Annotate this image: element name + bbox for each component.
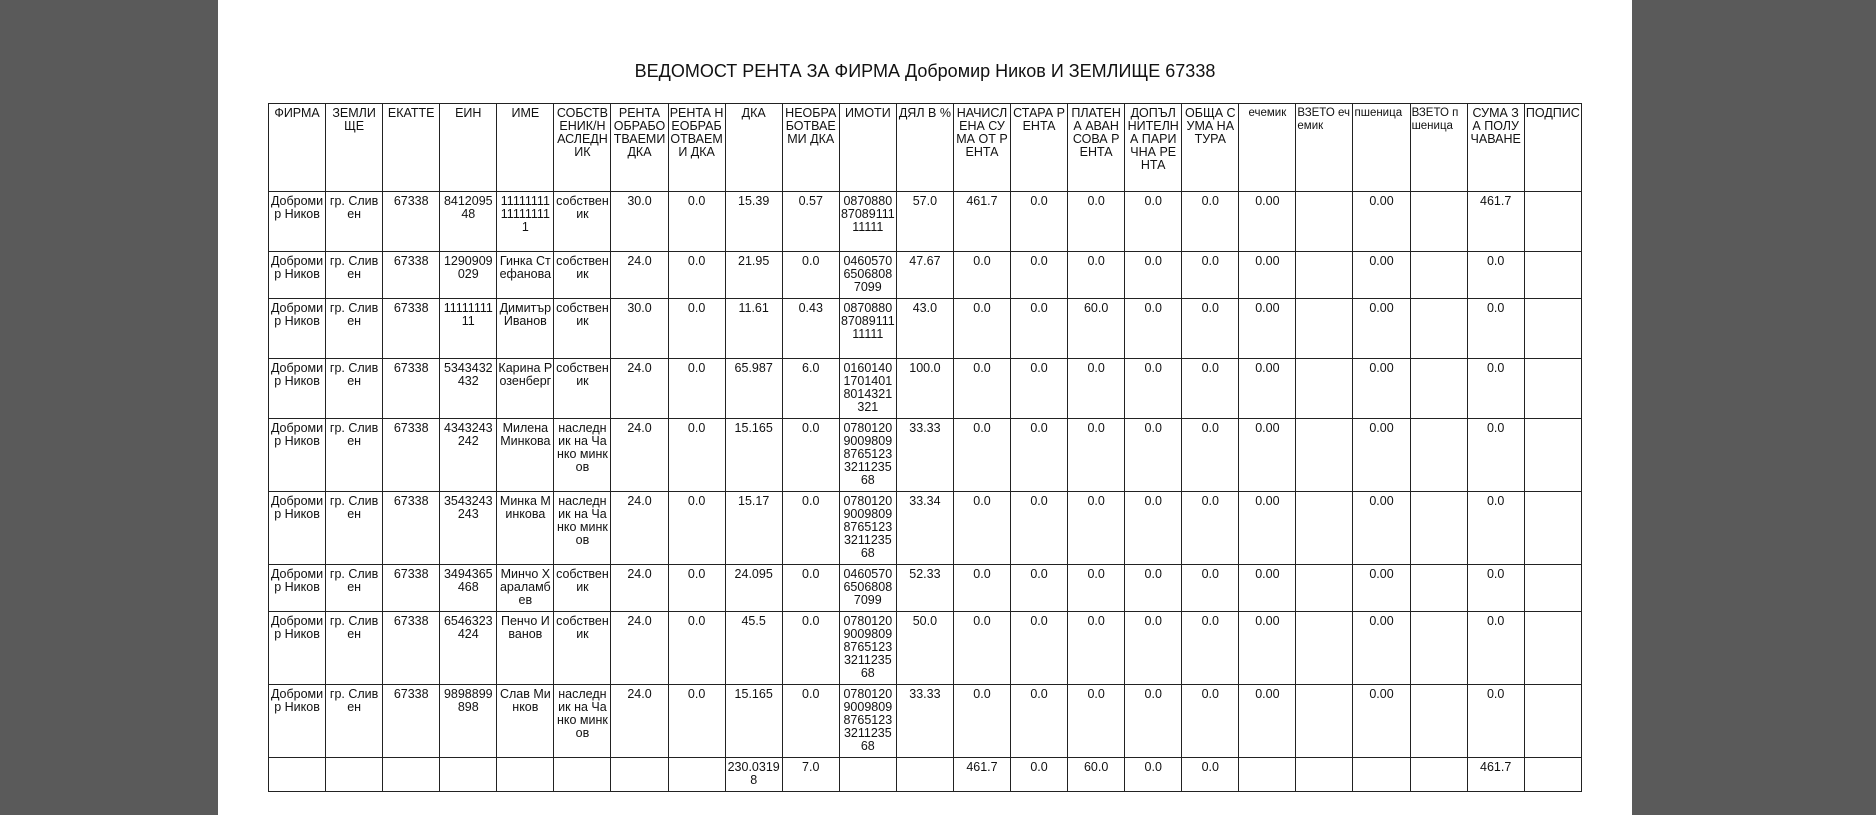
cell-old-rent: 0.0: [1011, 299, 1068, 359]
cell-advance: 0.0: [1068, 565, 1125, 612]
cell-barley-taken: [1296, 252, 1353, 299]
cell-total: 0.0: [1467, 565, 1524, 612]
cell-wheat-taken: [1410, 192, 1467, 252]
cell-name: Пенчо Иванов: [497, 612, 554, 685]
cell-signature: [1524, 192, 1581, 252]
col-header: ПОДПИС: [1524, 104, 1581, 192]
cell-wheat: 0.00: [1353, 492, 1410, 565]
cell-uncult-dka: 0.0: [782, 565, 839, 612]
cell-barley-taken: [1296, 299, 1353, 359]
cell-old-rent: 0.0: [1011, 492, 1068, 565]
cell-advance: 60.0: [1068, 299, 1125, 359]
cell-barley-taken: [1296, 492, 1353, 565]
cell-barley: 0.00: [1239, 565, 1296, 612]
cell-name: Милена Минкова: [497, 419, 554, 492]
cell-firm: Добромир Ников: [269, 252, 326, 299]
col-header: ДОПЪЛНИТЕЛНА ПАРИЧНА РЕНТА: [1125, 104, 1182, 192]
col-header: РЕНТА НЕОБРАБОТВАЕМИ ДКА: [668, 104, 725, 192]
cell-owner: собственик: [554, 252, 611, 299]
cell-rent-uncult: 0.0: [668, 359, 725, 419]
cell-uncult-dka: 0.43: [782, 299, 839, 359]
cell-properties: 08708808708911111111: [839, 192, 896, 252]
cell-signature: [1524, 252, 1581, 299]
cell-properties: 046057065068087099: [839, 565, 896, 612]
cell-firm: Добромир Ников: [269, 359, 326, 419]
cell-signature: [1524, 612, 1581, 685]
cell-total: 0.0: [1467, 685, 1524, 758]
cell-ekatte: 67338: [383, 252, 440, 299]
cell-signature: [1524, 419, 1581, 492]
cell-share: 43.0: [896, 299, 953, 359]
cell-barley: 0.00: [1239, 252, 1296, 299]
cell-old-rent: 0.0: [1011, 359, 1068, 419]
cell-rent-cult: 24.0: [611, 612, 668, 685]
col-header: ИМОТИ: [839, 104, 896, 192]
total-sum: 461.7: [1467, 758, 1524, 792]
col-header: ечемик: [1239, 104, 1296, 192]
col-header: РЕНТА ОБРАБОТВАЕМИ ДКА: [611, 104, 668, 192]
cell-ekatte: 67338: [383, 192, 440, 252]
cell-land: гр. Сливен: [326, 252, 383, 299]
cell-dka: 15.165: [725, 419, 782, 492]
cell-ein: 1290909029: [440, 252, 497, 299]
cell-barley: 0.00: [1239, 492, 1296, 565]
cell-accrued: 461.7: [953, 192, 1010, 252]
cell-land: гр. Сливен: [326, 359, 383, 419]
cell-ein: 9898899898: [440, 685, 497, 758]
total-empty-cell: [1296, 758, 1353, 792]
cell-signature: [1524, 359, 1581, 419]
cell-uncult-dka: 6.0: [782, 359, 839, 419]
col-header: ЕКАТТЕ: [383, 104, 440, 192]
cell-ekatte: 67338: [383, 359, 440, 419]
cell-wheat: 0.00: [1353, 252, 1410, 299]
total-accrued: 461.7: [953, 758, 1010, 792]
col-header: ЗЕМЛИЩЕ: [326, 104, 383, 192]
cell-ein: 1111111111: [440, 299, 497, 359]
cell-natura: 0.0: [1182, 565, 1239, 612]
cell-advance: 0.0: [1068, 359, 1125, 419]
cell-dka: 15.17: [725, 492, 782, 565]
total-empty-cell: [896, 758, 953, 792]
col-header: ЕИН: [440, 104, 497, 192]
cell-land: гр. Сливен: [326, 492, 383, 565]
cell-wheat: 0.00: [1353, 419, 1410, 492]
total-dka: 230.03198: [725, 758, 782, 792]
cell-accrued: 0.0: [953, 419, 1010, 492]
cell-barley: 0.00: [1239, 612, 1296, 685]
cell-properties: 046057065068087099: [839, 252, 896, 299]
cell-rent-cult: 24.0: [611, 359, 668, 419]
cell-name: Карина Розенберг: [497, 359, 554, 419]
cell-barley-taken: [1296, 192, 1353, 252]
cell-natura: 0.0: [1182, 612, 1239, 685]
total-empty-cell: [383, 758, 440, 792]
table-body: [269, 192, 1582, 792]
totals-row: [269, 758, 1582, 792]
cell-advance: 0.0: [1068, 252, 1125, 299]
document-page: [218, 0, 1632, 815]
cell-firm: Добромир Ников: [269, 299, 326, 359]
cell-land: гр. Сливен: [326, 685, 383, 758]
cell-ekatte: 67338: [383, 492, 440, 565]
total-extra: 0.0: [1125, 758, 1182, 792]
col-header: НЕОБРАБОТВАЕМИ ДКА: [782, 104, 839, 192]
cell-name: Минчо Хараламбев: [497, 565, 554, 612]
total-empty-cell: [554, 758, 611, 792]
cell-owner: наследник на Чанко минков: [554, 419, 611, 492]
cell-firm: Добромир Ников: [269, 492, 326, 565]
col-header: пшеница: [1353, 104, 1410, 192]
cell-advance: 0.0: [1068, 612, 1125, 685]
cell-extra: 0.0: [1125, 192, 1182, 252]
total-advance: 60.0: [1068, 758, 1125, 792]
total-empty-cell: [497, 758, 554, 792]
cell-dka: 15.39: [725, 192, 782, 252]
table-row: [269, 612, 1582, 685]
cell-firm: Добромир Ников: [269, 612, 326, 685]
cell-rent-uncult: 0.0: [668, 192, 725, 252]
cell-land: гр. Сливен: [326, 192, 383, 252]
cell-land: гр. Сливен: [326, 565, 383, 612]
cell-owner: наследник на Чанко минков: [554, 685, 611, 758]
cell-ein: 4343243242: [440, 419, 497, 492]
table-row: [269, 565, 1582, 612]
report-title: ВЕДОМОСТ РЕНТА ЗА ФИРМА Добромир Ников И ЗЕМЛИЩЕ 67338: [634, 61, 1216, 81]
cell-ein: 5343432432: [440, 359, 497, 419]
cell-natura: 0.0: [1182, 299, 1239, 359]
cell-share: 100.0: [896, 359, 953, 419]
cell-share: 33.33: [896, 685, 953, 758]
cell-total: 0.0: [1467, 252, 1524, 299]
cell-rent-cult: 30.0: [611, 192, 668, 252]
cell-share: 33.33: [896, 419, 953, 492]
total-empty-cell: [1239, 758, 1296, 792]
total-old-rent: 0.0: [1011, 758, 1068, 792]
cell-uncult-dka: 0.0: [782, 252, 839, 299]
cell-properties: 078012090098098765123321123568: [839, 612, 896, 685]
cell-rent-uncult: 0.0: [668, 252, 725, 299]
cell-name: Димитър Иванов: [497, 299, 554, 359]
cell-owner: собственик: [554, 299, 611, 359]
col-header: ДКА: [725, 104, 782, 192]
cell-wheat: 0.00: [1353, 612, 1410, 685]
cell-dka: 11.61: [725, 299, 782, 359]
col-header: СОБСТВЕНИК/НАСЛЕДНИК: [554, 104, 611, 192]
cell-uncult-dka: 0.57: [782, 192, 839, 252]
col-header: ИМЕ: [497, 104, 554, 192]
cell-owner: наследник на Чанко минков: [554, 492, 611, 565]
cell-signature: [1524, 565, 1581, 612]
cell-natura: 0.0: [1182, 419, 1239, 492]
cell-old-rent: 0.0: [1011, 612, 1068, 685]
cell-ekatte: 67338: [383, 419, 440, 492]
cell-extra: 0.0: [1125, 565, 1182, 612]
cell-barley: 0.00: [1239, 359, 1296, 419]
cell-uncult-dka: 0.0: [782, 419, 839, 492]
cell-uncult-dka: 0.0: [782, 492, 839, 565]
col-header: ДЯЛ В %: [896, 104, 953, 192]
table-row: [269, 359, 1582, 419]
col-header: ОБЩА СУМА НАТУРА: [1182, 104, 1239, 192]
cell-accrued: 0.0: [953, 565, 1010, 612]
cell-old-rent: 0.0: [1011, 685, 1068, 758]
cell-extra: 0.0: [1125, 419, 1182, 492]
total-empty-cell: [269, 758, 326, 792]
cell-name: Минка Минкова: [497, 492, 554, 565]
cell-barley: 0.00: [1239, 299, 1296, 359]
table-row: [269, 685, 1582, 758]
col-header: ВЗЕТО ечемик: [1296, 104, 1353, 192]
cell-rent-uncult: 0.0: [668, 565, 725, 612]
cell-ekatte: 67338: [383, 299, 440, 359]
cell-extra: 0.0: [1125, 359, 1182, 419]
cell-wheat: 0.00: [1353, 359, 1410, 419]
cell-natura: 0.0: [1182, 252, 1239, 299]
col-header: СУМА ЗА ПОЛУЧАВАНЕ: [1467, 104, 1524, 192]
col-header: НАЧИСЛЕНА СУМА ОТ РЕНТА: [953, 104, 1010, 192]
table-row: [269, 252, 1582, 299]
col-header: ФИРМА: [269, 104, 326, 192]
cell-properties: 016014017014018014321321: [839, 359, 896, 419]
total-empty-cell: [611, 758, 668, 792]
cell-barley-taken: [1296, 612, 1353, 685]
cell-old-rent: 0.0: [1011, 419, 1068, 492]
total-empty-cell: [326, 758, 383, 792]
cell-owner: собственик: [554, 192, 611, 252]
cell-advance: 0.0: [1068, 685, 1125, 758]
cell-natura: 0.0: [1182, 192, 1239, 252]
cell-total: 0.0: [1467, 359, 1524, 419]
cell-firm: Добромир Ников: [269, 192, 326, 252]
cell-wheat-taken: [1410, 685, 1467, 758]
cell-name: Гинка Стефанова: [497, 252, 554, 299]
col-header: СТАРА РЕНТА: [1011, 104, 1068, 192]
table-row: [269, 419, 1582, 492]
cell-ein: 6546323424: [440, 612, 497, 685]
cell-land: гр. Сливен: [326, 612, 383, 685]
col-header: ПЛАТЕНА АВАНСОВА РЕНТА: [1068, 104, 1125, 192]
cell-ekatte: 67338: [383, 685, 440, 758]
cell-ekatte: 67338: [383, 565, 440, 612]
table-row: [269, 299, 1582, 359]
cell-accrued: 0.0: [953, 359, 1010, 419]
cell-name: 11111111111111111: [497, 192, 554, 252]
cell-properties: 08708808708911111111: [839, 299, 896, 359]
cell-share: 47.67: [896, 252, 953, 299]
cell-uncult-dka: 0.0: [782, 612, 839, 685]
total-empty-cell: [668, 758, 725, 792]
cell-old-rent: 0.0: [1011, 565, 1068, 612]
total-empty-cell: [1524, 758, 1581, 792]
cell-wheat: 0.00: [1353, 565, 1410, 612]
cell-natura: 0.0: [1182, 359, 1239, 419]
cell-accrued: 0.0: [953, 252, 1010, 299]
cell-rent-cult: 24.0: [611, 492, 668, 565]
cell-wheat-taken: [1410, 419, 1467, 492]
cell-wheat: 0.00: [1353, 192, 1410, 252]
cell-barley: 0.00: [1239, 419, 1296, 492]
cell-signature: [1524, 492, 1581, 565]
cell-share: 50.0: [896, 612, 953, 685]
total-empty-cell: [440, 758, 497, 792]
cell-properties: 078012090098098765123321123568: [839, 492, 896, 565]
cell-owner: собственик: [554, 359, 611, 419]
cell-wheat: 0.00: [1353, 685, 1410, 758]
cell-dka: 45.5: [725, 612, 782, 685]
cell-barley-taken: [1296, 565, 1353, 612]
cell-land: гр. Сливен: [326, 419, 383, 492]
cell-natura: 0.0: [1182, 685, 1239, 758]
cell-advance: 0.0: [1068, 192, 1125, 252]
cell-properties: 078012090098098765123321123568: [839, 419, 896, 492]
cell-accrued: 0.0: [953, 492, 1010, 565]
cell-accrued: 0.0: [953, 612, 1010, 685]
cell-ein: 841209548: [440, 192, 497, 252]
cell-share: 33.34: [896, 492, 953, 565]
cell-owner: собственик: [554, 565, 611, 612]
table-row: [269, 192, 1582, 252]
cell-extra: 0.0: [1125, 685, 1182, 758]
cell-barley-taken: [1296, 685, 1353, 758]
cell-rent-cult: 24.0: [611, 419, 668, 492]
cell-extra: 0.0: [1125, 612, 1182, 685]
cell-old-rent: 0.0: [1011, 252, 1068, 299]
cell-rent-cult: 24.0: [611, 252, 668, 299]
cell-dka: 15.165: [725, 685, 782, 758]
cell-extra: 0.0: [1125, 252, 1182, 299]
cell-accrued: 0.0: [953, 299, 1010, 359]
cell-land: гр. Сливен: [326, 299, 383, 359]
cell-name: Слав Минков: [497, 685, 554, 758]
cell-share: 57.0: [896, 192, 953, 252]
cell-rent-cult: 24.0: [611, 565, 668, 612]
total-natura: 0.0: [1182, 758, 1239, 792]
cell-signature: [1524, 299, 1581, 359]
cell-rent-cult: 30.0: [611, 299, 668, 359]
cell-total: 0.0: [1467, 299, 1524, 359]
cell-extra: 0.0: [1125, 492, 1182, 565]
cell-total: 0.0: [1467, 419, 1524, 492]
total-empty-cell: [839, 758, 896, 792]
cell-extra: 0.0: [1125, 299, 1182, 359]
cell-wheat: 0.00: [1353, 299, 1410, 359]
cell-barley: 0.00: [1239, 192, 1296, 252]
table-row: [269, 492, 1582, 565]
cell-dka: 24.095: [725, 565, 782, 612]
cell-dka: 21.95: [725, 252, 782, 299]
cell-share: 52.33: [896, 565, 953, 612]
header-row: [269, 104, 1582, 192]
cell-ein: 3543243243: [440, 492, 497, 565]
rent-table: [268, 103, 1582, 792]
total-uncult-dka: 7.0: [782, 758, 839, 792]
cell-firm: Добромир Ников: [269, 419, 326, 492]
cell-barley-taken: [1296, 359, 1353, 419]
cell-advance: 0.0: [1068, 492, 1125, 565]
cell-rent-uncult: 0.0: [668, 685, 725, 758]
col-header: ВЗЕТО пшеница: [1410, 104, 1467, 192]
cell-old-rent: 0.0: [1011, 192, 1068, 252]
cell-signature: [1524, 685, 1581, 758]
cell-wheat-taken: [1410, 565, 1467, 612]
cell-wheat-taken: [1410, 359, 1467, 419]
cell-ein: 3494365468: [440, 565, 497, 612]
cell-total: 0.0: [1467, 492, 1524, 565]
cell-natura: 0.0: [1182, 492, 1239, 565]
cell-dka: 65.987: [725, 359, 782, 419]
cell-rent-uncult: 0.0: [668, 419, 725, 492]
cell-rent-uncult: 0.0: [668, 492, 725, 565]
cell-wheat-taken: [1410, 612, 1467, 685]
cell-properties: 078012090098098765123321123568: [839, 685, 896, 758]
cell-advance: 0.0: [1068, 419, 1125, 492]
cell-wheat-taken: [1410, 252, 1467, 299]
cell-rent-uncult: 0.0: [668, 299, 725, 359]
cell-ekatte: 67338: [383, 612, 440, 685]
cell-wheat-taken: [1410, 299, 1467, 359]
cell-firm: Добромир Ников: [269, 685, 326, 758]
cell-wheat-taken: [1410, 492, 1467, 565]
total-empty-cell: [1353, 758, 1410, 792]
cell-rent-cult: 24.0: [611, 685, 668, 758]
cell-accrued: 0.0: [953, 685, 1010, 758]
cell-owner: собственик: [554, 612, 611, 685]
cell-total: 461.7: [1467, 192, 1524, 252]
cell-barley-taken: [1296, 419, 1353, 492]
total-empty-cell: [1410, 758, 1467, 792]
cell-rent-uncult: 0.0: [668, 612, 725, 685]
cell-barley: 0.00: [1239, 685, 1296, 758]
cell-total: 0.0: [1467, 612, 1524, 685]
cell-firm: Добромир Ников: [269, 565, 326, 612]
cell-uncult-dka: 0.0: [782, 685, 839, 758]
